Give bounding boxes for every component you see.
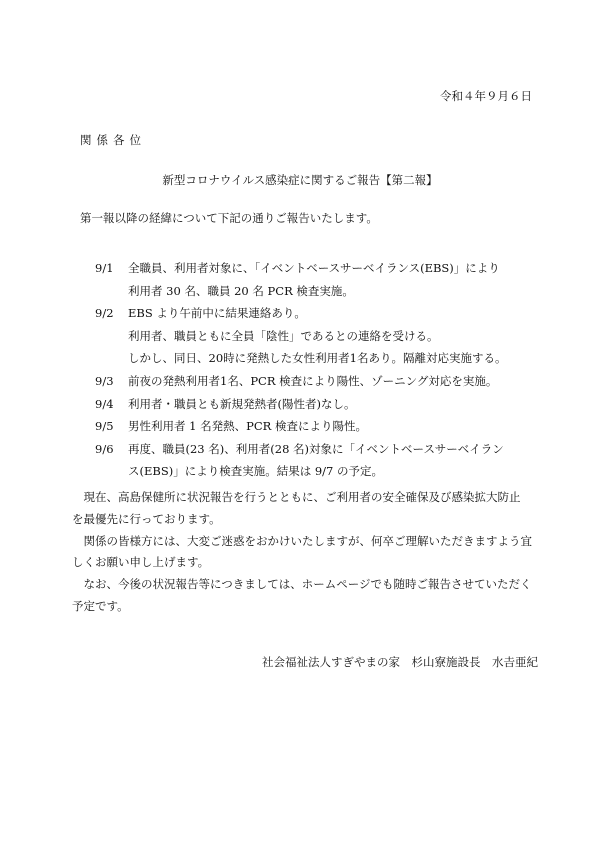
closing-paragraphs <box>72 487 542 618</box>
event-line: 前夜の発熱利用者1名、PCR 検査により陽性、ゾーニング対応を実施。 <box>128 373 498 388</box>
signature: 社会福祉法人すぎやまの家 杉山寮施設長 水𠮷亜紀 <box>262 655 538 669</box>
closing-line: 現在、高島保健所に状況報告を行うとともに、ご利用者の安全確保及び感染拡大防止 <box>72 490 521 504</box>
document-title: 新型コロナウイルス感染症に関するご報告【第二報】 <box>162 173 438 187</box>
event-item <box>95 438 535 483</box>
event-date: 9/4 <box>95 396 114 411</box>
event-timeline <box>95 257 535 483</box>
event-line: 利用者、職員ともに全員「陰性」であるとの連絡を受ける。 <box>128 328 439 343</box>
event-item <box>95 393 535 416</box>
event-line: ス(EBS)」により検査実施。結果は 9/7 の予定。 <box>128 464 384 479</box>
event-line: しかし、同日、20時に発熱した女性利用者1名あり。隔離対応実施する。 <box>128 351 507 366</box>
event-item <box>95 302 535 370</box>
event-line: EBS より午前中に結果連絡あり。 <box>128 306 306 321</box>
closing-line: 関係の皆様方には、大変ご迷惑をおかけいたしますが、何卒ご理解いただきますよう宜 <box>72 533 532 548</box>
event-description <box>128 415 535 438</box>
event-date: 9/2 <box>95 306 114 321</box>
event-line: 男性利用者 1 名発熱、PCR 検査により陽性。 <box>128 419 367 434</box>
event-description <box>128 393 535 416</box>
event-date: 9/1 <box>95 261 114 275</box>
event-line: 利用者・職員とも新規発熱者(陽性者)なし。 <box>128 396 356 411</box>
document-date: 令和４年９月６日 <box>440 89 532 103</box>
closing-line: しくお願い申し上げます。 <box>72 555 210 570</box>
event-date: 9/3 <box>95 373 114 388</box>
closing-line: を最優先に行っております。 <box>72 511 221 526</box>
event-description <box>128 302 535 370</box>
event-date: 9/6 <box>95 441 114 456</box>
event-item <box>95 257 535 302</box>
event-date: 9/5 <box>95 419 114 434</box>
event-description <box>128 438 535 483</box>
closing-line: 予定です。 <box>72 598 129 613</box>
addressee: 関係各位 <box>80 133 146 147</box>
intro-text: 第一報以降の経緯について下記の通りご報告いたします。 <box>80 211 378 225</box>
event-line: 利用者 30 名、職員 20 名 PCR 検査実施。 <box>128 283 354 298</box>
event-line: 全職員、利用者対象に、「イベントベースサーベイランス(EBS)」により <box>128 261 500 275</box>
event-description <box>128 257 535 302</box>
event-item <box>95 370 535 393</box>
event-description <box>128 370 535 393</box>
event-line: 再度、職員(23 名)、利用者(28 名)対象に「イベントベースサーベイラン <box>128 441 504 456</box>
event-item <box>95 415 535 438</box>
closing-line: なお、今後の状況報告等につきましては、ホームページでも随時ご報告させていただく <box>72 577 532 592</box>
